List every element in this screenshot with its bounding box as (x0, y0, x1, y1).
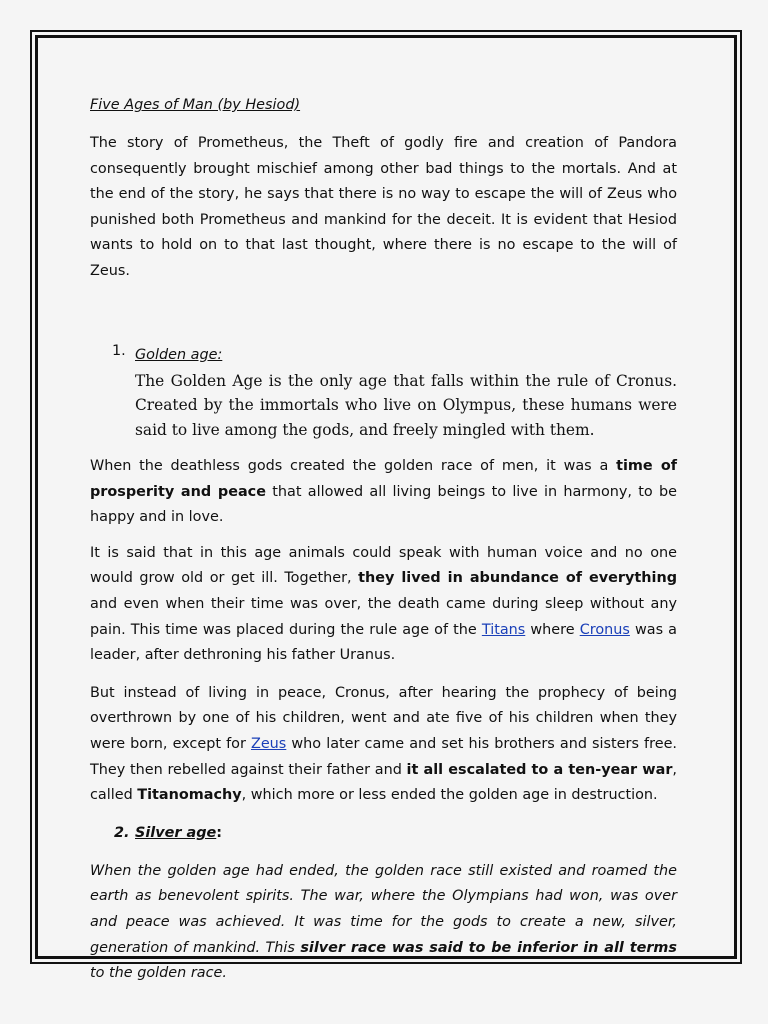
list-number: 2. (114, 824, 130, 841)
silver-age-title: Silver age (135, 824, 217, 841)
paragraph-silver-race: When the golden age had ended, the golden race still existed and roamed the earth as benevolent spirits. The war, where the Olympians had won, was over and peace was achieved. It was time for the gods to create a new, silver, generation of mankind. This silver race was said to be inferior in all terms to the golden race. (90, 862, 677, 982)
list-item-golden-age (90, 343, 677, 443)
golden-age-title: Golden age: (135, 346, 223, 363)
bold-phrase: silver race was said to be inferior in all terms (300, 939, 677, 956)
list-number: 1. (112, 342, 126, 359)
bold-phrase: they lived in abundance of everything (358, 570, 677, 587)
list-item-silver-age: 2. Silver age: (90, 821, 677, 845)
intro-paragraph: The story of Prometheus, the Theft of godly fire and creation of Pandora consequently brought mischief among other bad things to the mortals. And at the end of the story, he says that there is no way to escape the will of Zeus who punished both Prometheus and mankind for the deceit. It is evident that Hesiod wants to hold on to that last thought, where there is no escape to the will of Zeus. (90, 135, 677, 279)
bold-phrase: it all escalated to a ten-year war (406, 761, 673, 778)
cronus-link[interactable]: Cronus (579, 621, 630, 638)
paragraph-titanomachy: But instead of living in peace, Cronus, after hearing the prophecy of being overthrown by one of his children, went and ate five of his children when they were born, except for Zeus who later came and set his brothers and sisters free. They then rebelled against their father and it all escalated to a ten-year war, called Titanomachy, which more or less ended the golden age in destruction. (90, 684, 677, 804)
titans-link[interactable]: Titans (481, 621, 526, 638)
golden-age-quote: The Golden Age is the only age that falls within the rule of Cronus. Created by the immortals who live on Olympus, these humans were said to live among the gods, and freely mingled with them. (135, 371, 677, 439)
paragraph-golden-race: When the deathless gods created the golden race of men, it was a time of prosperity and peace that allowed all living beings to live in harmony, to be happy and in love. (90, 458, 677, 526)
bold-phrase: time of prosperity and peace (90, 458, 677, 500)
bold-phrase: Titanomachy (137, 787, 242, 804)
paragraph-abundance: It is said that in this age animals could speak with human voice and no one would grow old or get ill. Together, they lived in abundance of everything and even when their time was over, the death came during sleep without any pain. This time was placed during the rule age of the Titans where Cronus was a leader, after dethroning his father Uranus. (90, 544, 677, 664)
document-body (90, 93, 677, 987)
zeus-link[interactable]: Zeus (250, 736, 287, 752)
document-title: Five Ages of Man (by Hesiod) (90, 97, 301, 113)
